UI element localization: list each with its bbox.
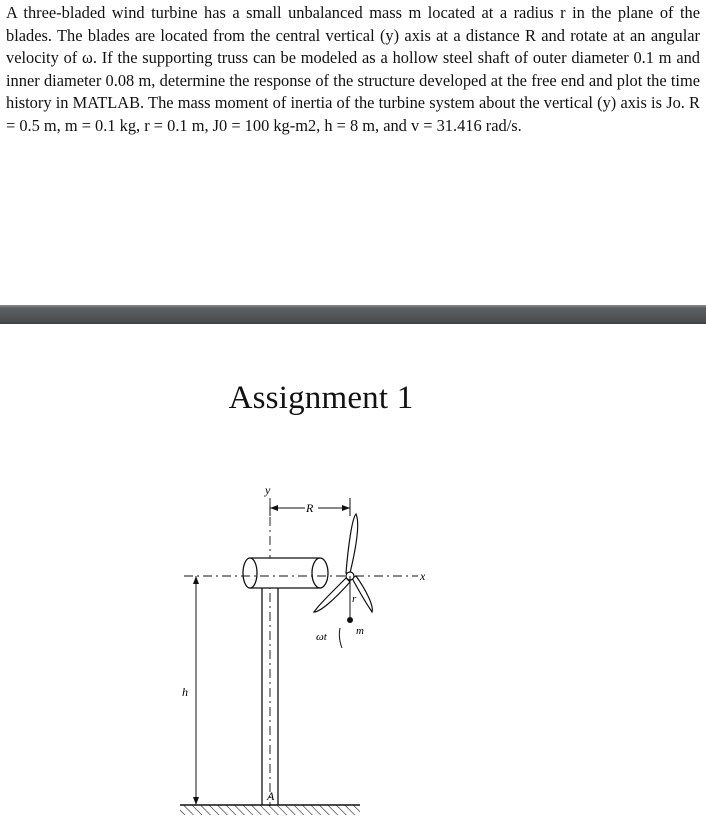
omega-t-label: ωt xyxy=(316,631,327,643)
problem-statement: A three-bladed wind turbine has a small unbalanced mass m located at a radius r in the plane of the blades. The blades are located from the central vertical (y) axis at a distance R and rotate at an angular velocity of ω. If the supporting truss can be modeled as a hollow steel shaft of outer diameter 0.1 m and inner diameter 0.08 m, determine the response of the structure developed at the free end and plot the time history in MATLAB. The mass moment of inertia of the turbine system about the vertical (y) axis is Jo. R = 0.5 m, m = 0.1 kg, r = 0.1 m, J0 = 100 kg-m2, h = 8 m, and v = 31.416 rad/s. xyxy=(6,3,700,135)
section-divider xyxy=(0,305,706,324)
radius-label: r xyxy=(352,593,357,605)
wind-turbine-figure xyxy=(170,478,426,826)
mass-label: m xyxy=(356,625,364,637)
y-axis-label: y xyxy=(265,483,271,497)
r-distance-label: R xyxy=(306,501,314,515)
nacelle-end xyxy=(243,558,257,588)
h-label: h xyxy=(182,685,188,699)
hub xyxy=(312,558,328,588)
unbalanced-mass xyxy=(347,617,353,623)
omega-arc xyxy=(339,628,342,648)
nacelle-body xyxy=(250,558,320,588)
x-axis-label: x xyxy=(420,569,426,583)
ground-hatching xyxy=(180,805,360,815)
assignment-title: Assignment 1 xyxy=(228,380,414,416)
point-a-label: A xyxy=(267,789,275,803)
